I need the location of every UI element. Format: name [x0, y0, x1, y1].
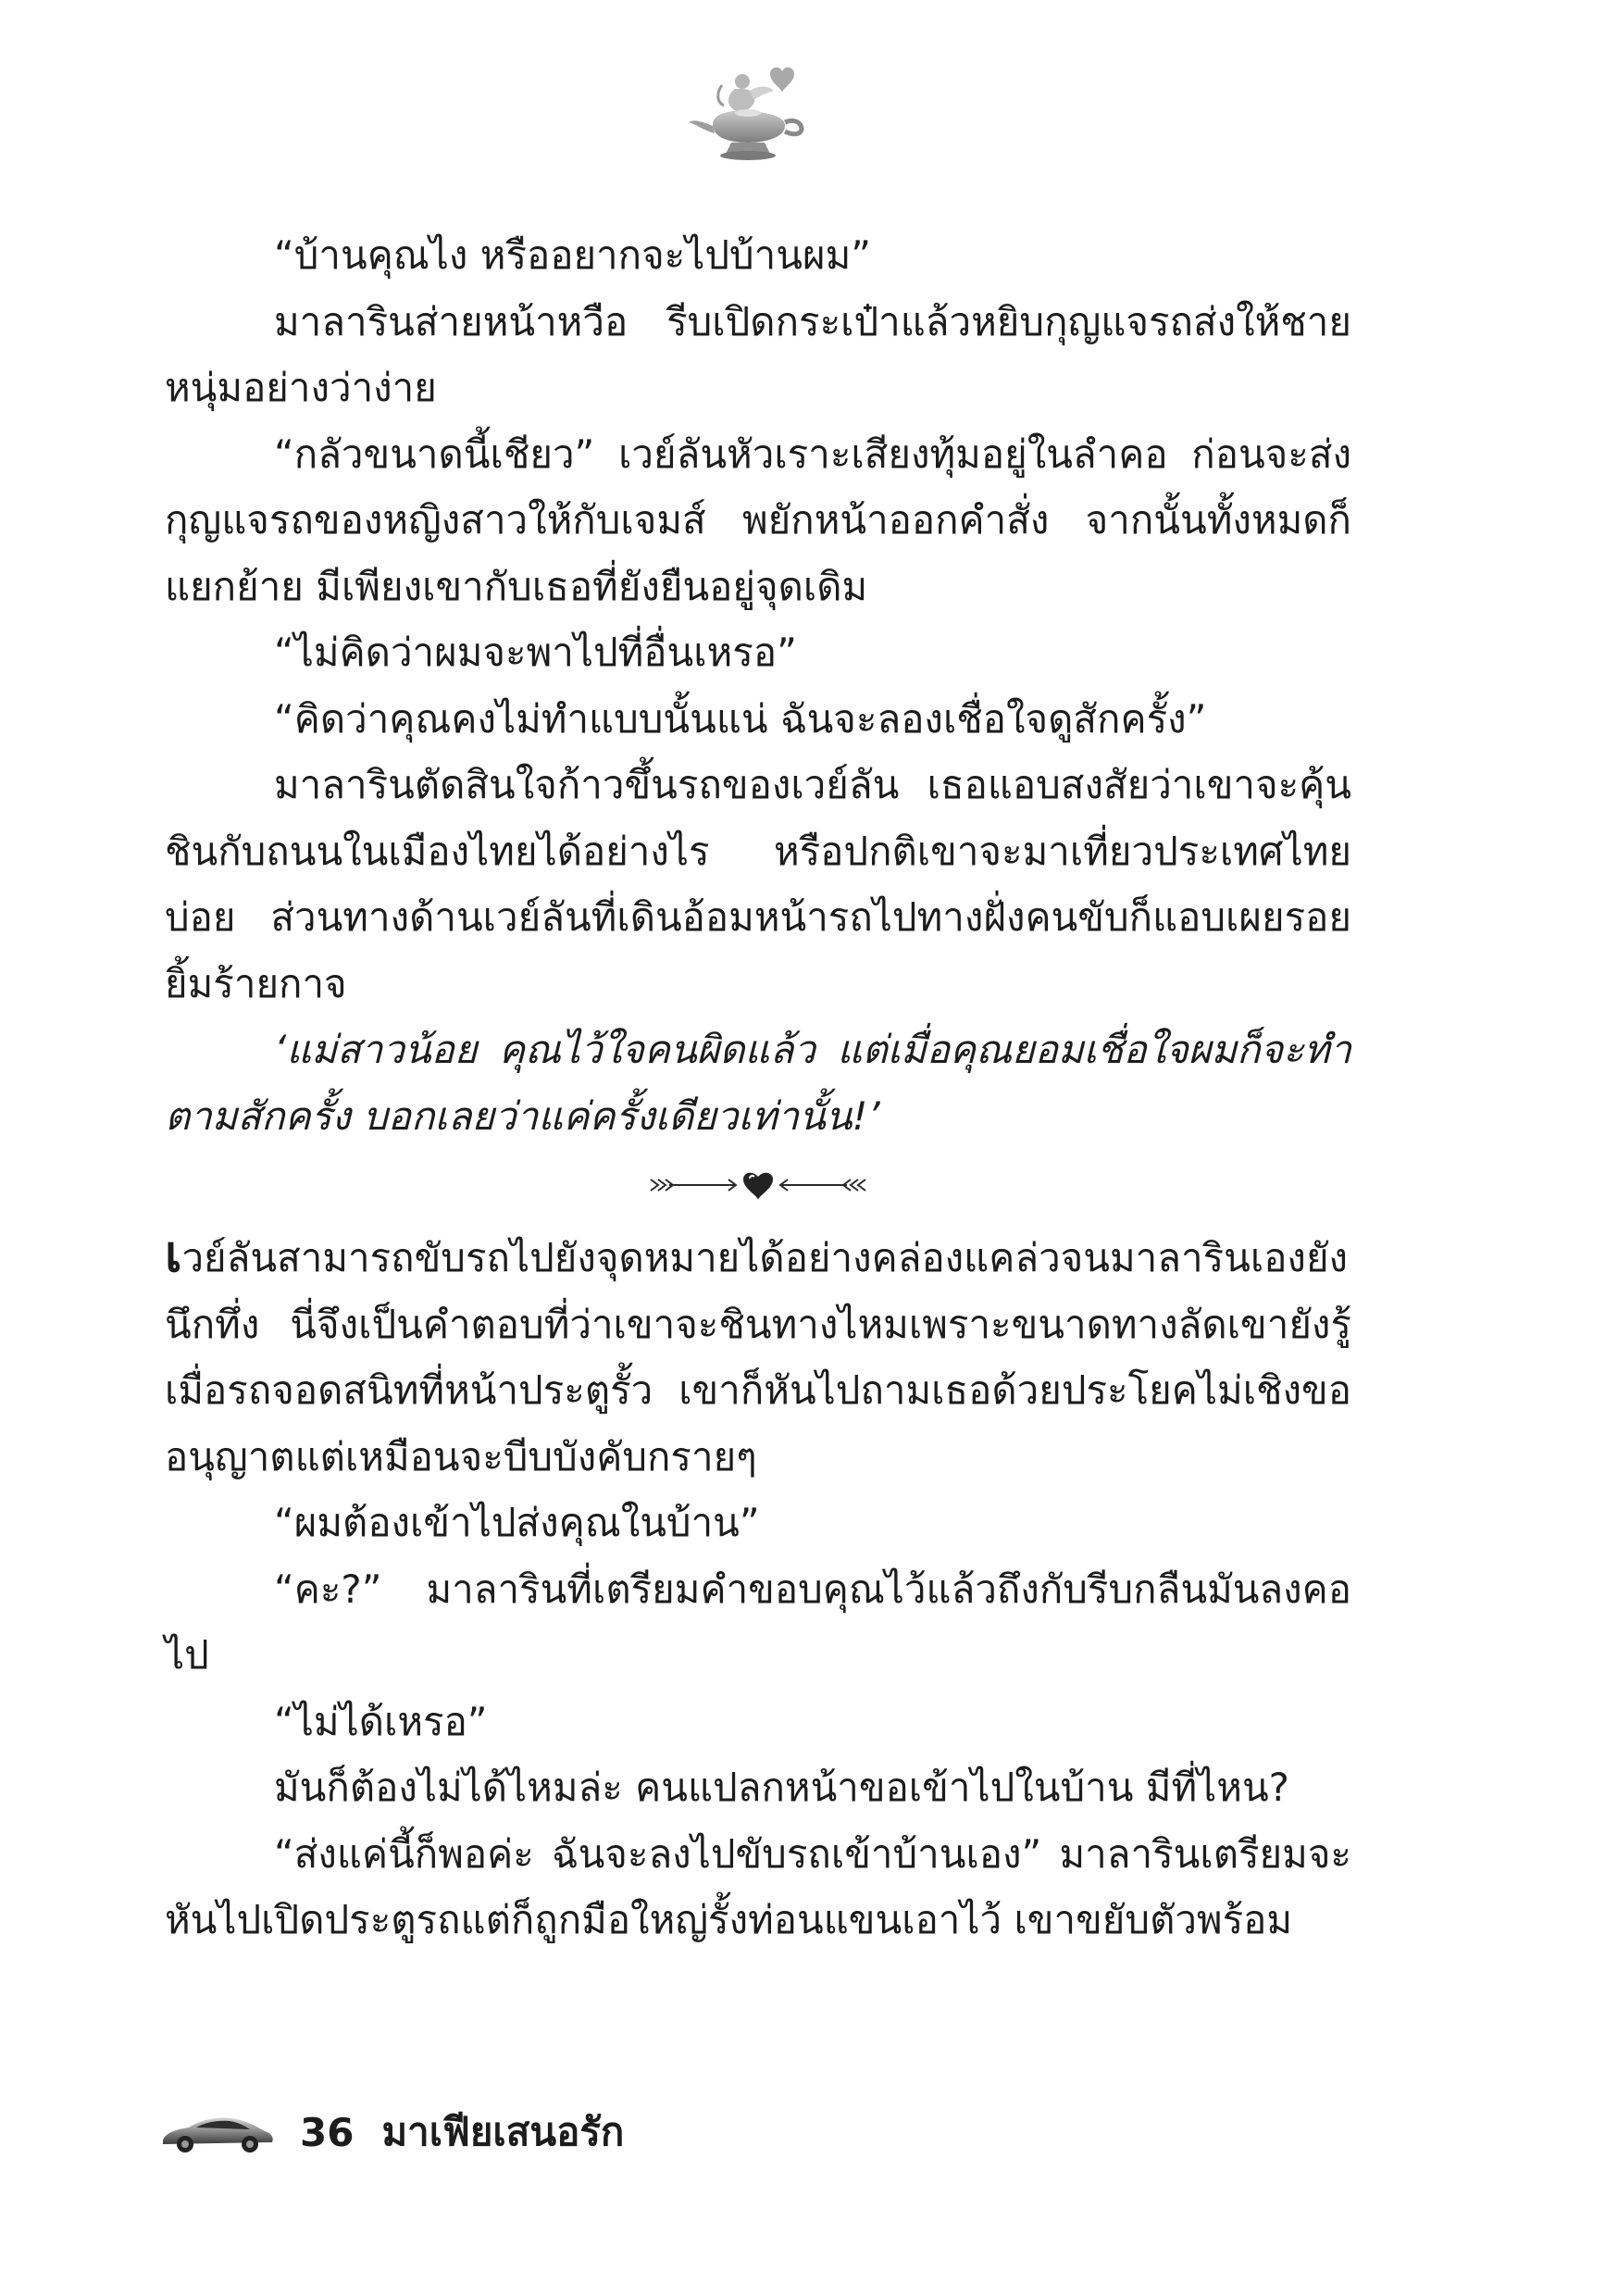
- dropcap-paragraph-text: วย์ลันสามารถขับรถไปยังจุดหมายได้อย่างคล่องแคล่วจนมาลารินเองยังนึกทึ่ง นี่จึงเป็นคำตอบที่ว่าเขาจะชินทางไหมเพราะขนาดทางลัดเขายังรู้ เมื่อรถจอดสนิทที่หน้าประตูรั้ว เขาก็หันไปถามเธอด้วยประโยคไม่เชิงขออนุญาตแต่เหมือนจะบีบบังคับกรายๆ: [165, 1235, 1351, 1479]
- dropcap-letter: เ: [165, 1225, 182, 1283]
- paragraph: “คิดว่าคุณคงไม่ทำแบบนั้นแน่ ฉันจะลองเชื่อใจดูสักครั้ง”: [274, 695, 1207, 742]
- paragraph: “ไม่ได้เหรอ”: [274, 1698, 488, 1744]
- sports-car-icon: [159, 2109, 276, 2155]
- dropcap-paragraph: [165, 1221, 1351, 1490]
- paragraph: “บ้านคุณไง หรืออยากจะไปบ้านผม”: [274, 232, 872, 278]
- section-divider: [165, 1149, 1351, 1221]
- cupid-teapot-icon: [685, 57, 815, 168]
- book-title: มาเฟียเสนอรัก: [381, 2109, 625, 2154]
- story-text: [165, 222, 1351, 1953]
- paragraph-group-after: [165, 1490, 1351, 1953]
- paragraph: มาลารินตัดสินใจก้าวขึ้นรถของเวย์ลัน เธอแอบสงสัยว่าเขาจะคุ้นชินกับถนนในเมืองไทยได้อย่างไร หรือปกติเขาจะมาเที่ยวประเทศไทยบ่อย ส่วนทางด้านเวย์ลันที่เดินอ้อมหน้ารถไปทางฝั่งคนขับก็แอบเผยรอยยิ้มร้ายกาจ: [165, 762, 1351, 1006]
- paragraph: “ไม่คิดว่าผมจะพาไปที่อื่นเหรอ”: [274, 630, 797, 675]
- arrow-heart-divider-icon: [647, 1167, 869, 1204]
- paragraph: “กลัวขนาดนี้เชียว” เวย์ลันหัวเราะเสียงทุ้มอยู่ในลำคอ ก่อนจะส่งกุญแจรถของหญิงสาวให้กับเจมส์ พยักหน้าออกคำสั่ง จากนั้นทั้งหมดก็แยกย้าย มีเพียงเขากับเธอที่ยังยืนอยู่จุดเดิม: [165, 430, 1351, 609]
- page-number: 36: [300, 2109, 355, 2155]
- paragraph: “คะ?” มาลารินที่เตรียมคำขอบคุณไว้แล้วถึงกับรีบกลืนมันลงคอไป: [165, 1566, 1351, 1678]
- paragraph: “ผมต้องเข้าไปส่งคุณในบ้าน”: [274, 1500, 760, 1545]
- paragraph: “ส่งแค่นี้ก็พอค่ะ ฉันจะลงไปขับรถเข้าบ้านเอง” มาลารินเตรียมจะหันไปเปิดประตูรถแต่ก็ถูกมือใหญ่รั้งท่อนแขนเอาไว้ เขาขยับตัวพร้อม: [165, 1830, 1351, 1942]
- page-footer: [159, 2100, 624, 2165]
- paragraph: ‘แม่สาวน้อย คุณไว้ใจคนผิดแล้ว แต่เมื่อคุณยอมเชื่อใจผมก็จะทำตามสักครั้ง บอกเลยว่าแค่ครั้งเดียวเท่านั้น!’: [165, 1027, 1351, 1139]
- paragraph-group-before: [165, 222, 1351, 1149]
- paragraph: มาลารินส่ายหน้าหวือ รีบเปิดกระเป๋าแล้วหยิบกุญแจรถส่งให้ชายหนุ่มอย่างว่าง่าย: [165, 298, 1351, 410]
- paragraph: มันก็ต้องไม่ได้ไหมล่ะ คนแปลกหน้าขอเข้าไปในบ้าน มีที่ไหน?: [274, 1765, 1289, 1810]
